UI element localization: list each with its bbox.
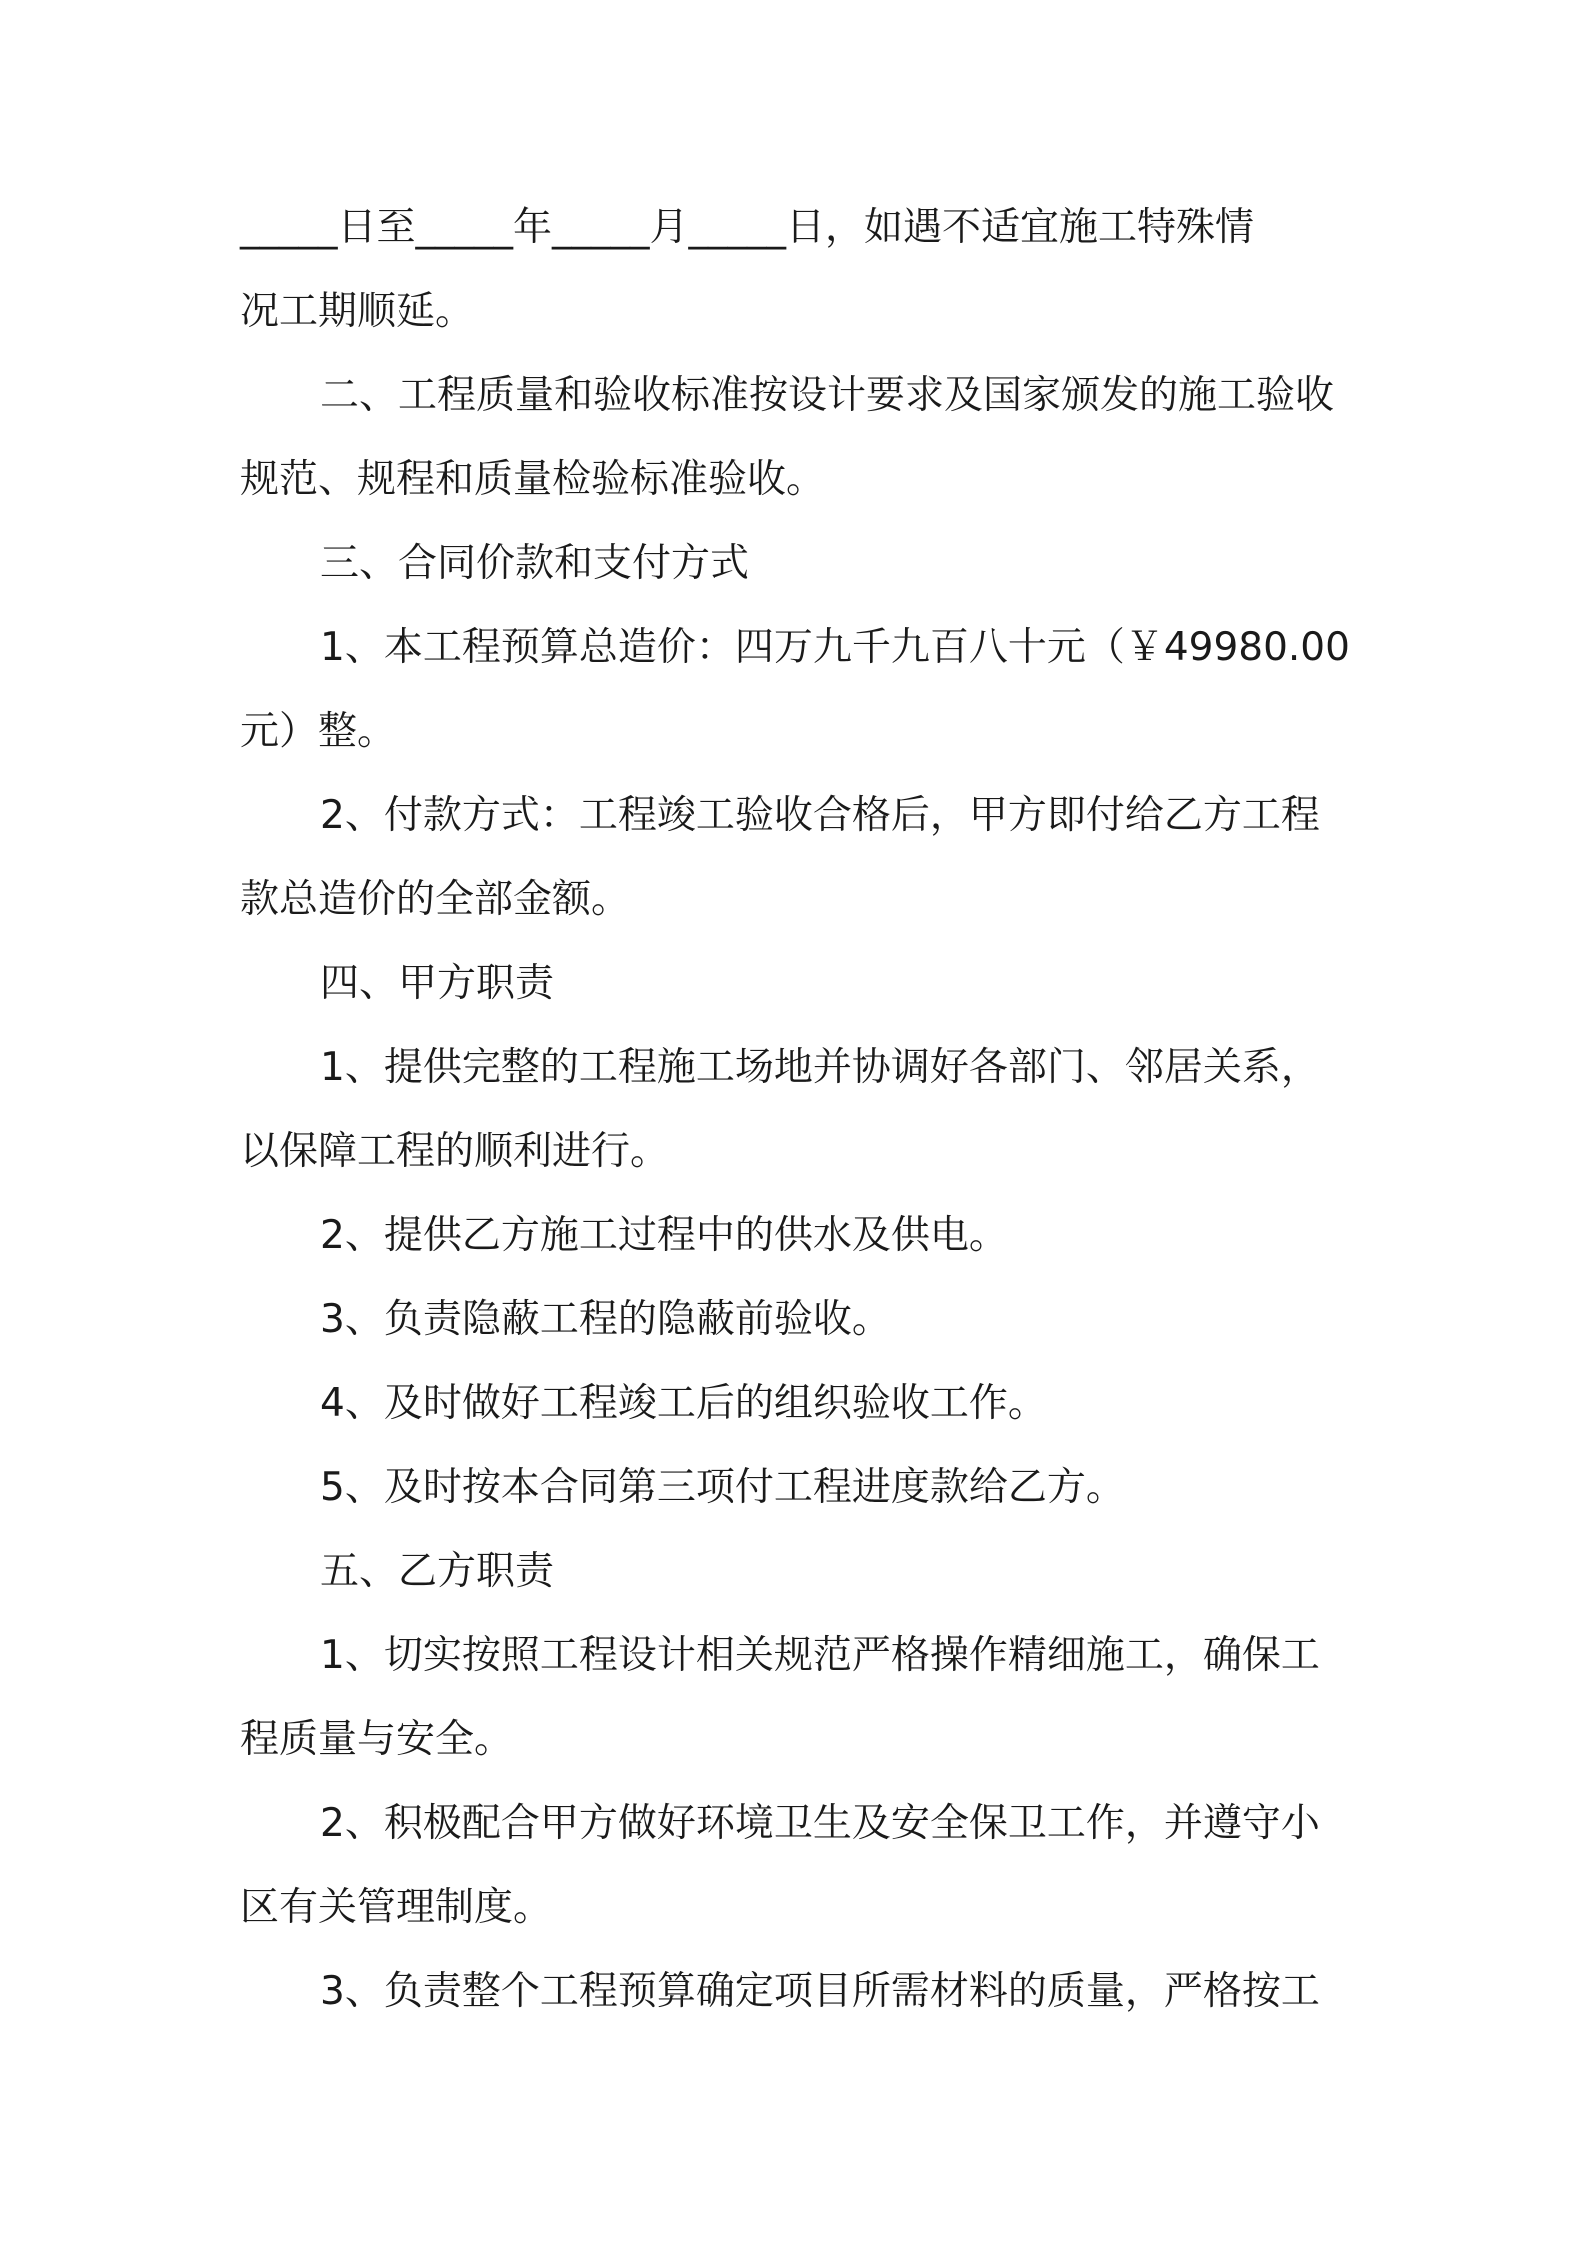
text-line: 3、负责整个工程预算确定项目所需材料的质量，严格按工: [320, 1969, 1320, 2014]
text-line: 以保障工程的顺利进行。: [240, 1129, 670, 1174]
paragraph-payment-method: [240, 774, 1350, 942]
text-line: 1、本工程预算总造价：四万九千九百八十元（￥49980.00: [320, 625, 1350, 670]
paragraph-party-b-item-3: [240, 1950, 1350, 2034]
text-line: 区有关管理制度。: [240, 1885, 553, 1930]
paragraph-party-a-item-1: [240, 1026, 1350, 1194]
text-line: 1、切实按照工程设计相关规范严格操作精细施工，确保工: [320, 1633, 1320, 1678]
text-line: 2、积极配合甲方做好环境卫生及安全保卫工作，并遵守小: [320, 1801, 1320, 1846]
text-line: 2、提供乙方施工过程中的供水及供电。: [320, 1213, 1008, 1258]
paragraph-party-a-item-5: [240, 1446, 1350, 1530]
text-line: 程质量与安全。: [240, 1717, 514, 1762]
paragraph-quality-standard: [240, 354, 1350, 522]
text-line: 二、工程质量和验收标准按设计要求及国家颁发的施工验收: [320, 373, 1335, 418]
section-heading-party-a: [240, 942, 1350, 1026]
text-line: 5、及时按本合同第三项付工程进度款给乙方。: [320, 1465, 1125, 1510]
text-line: 1、提供完整的工程施工场地并协调好各部门、邻居关系，: [320, 1045, 1320, 1090]
text-line: 4、及时做好工程竣工后的组织验收工作。: [320, 1381, 1047, 1426]
text-line: 五、乙方职责: [320, 1549, 555, 1594]
text-line: _____日至_____年_____月_____日，如遇不适宜施工特殊情: [240, 205, 1255, 250]
paragraph-party-a-item-4: [240, 1362, 1350, 1446]
text-line: 元）整。: [240, 709, 397, 754]
text-line: 规范、规程和质量检验标准验收。: [240, 457, 826, 502]
paragraph-party-a-item-3: [240, 1278, 1350, 1362]
text-line: 款总造价的全部金额。: [240, 877, 631, 922]
paragraph-party-b-item-2: [240, 1782, 1350, 1950]
paragraph-party-b-item-1: [240, 1614, 1350, 1782]
paragraph-party-a-item-2: [240, 1194, 1350, 1278]
paragraph-construction-period: [240, 186, 1350, 354]
section-heading-party-b: [240, 1530, 1350, 1614]
text-line: 三、合同价款和支付方式: [320, 541, 750, 586]
text-line: 3、负责隐蔽工程的隐蔽前验收。: [320, 1297, 891, 1342]
text-line: 四、甲方职责: [320, 961, 555, 1006]
text-line: 2、付款方式：工程竣工验收合格后，甲方即付给乙方工程: [320, 793, 1320, 838]
paragraph-total-price: [240, 606, 1350, 774]
section-heading-payment: [240, 522, 1350, 606]
text-line: 况工期顺延。: [240, 289, 475, 334]
